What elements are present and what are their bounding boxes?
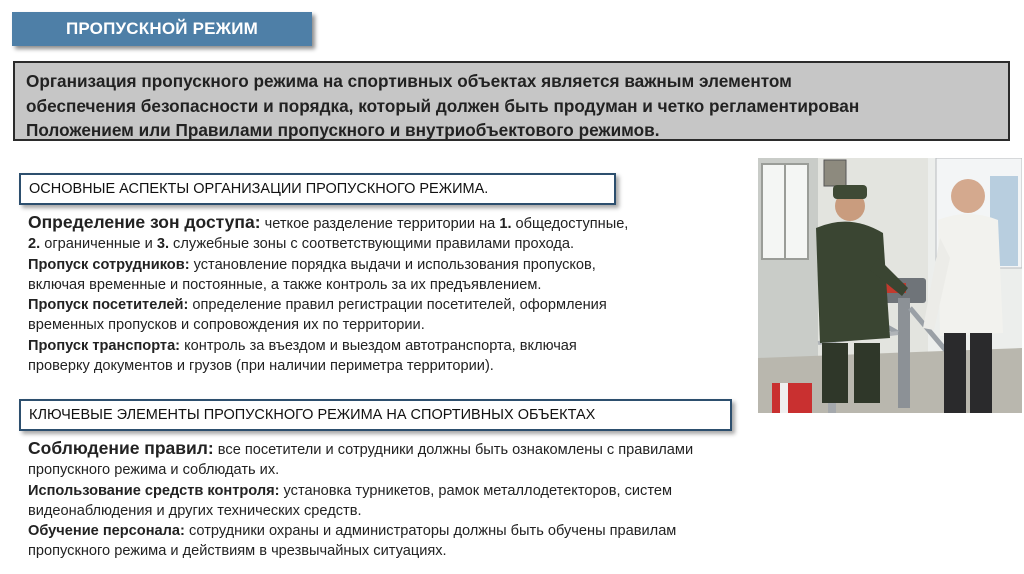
- staff-label: Пропуск сотрудников:: [28, 256, 190, 273]
- visitors-text-1: определение правил регистрации посетителей, оформления: [188, 297, 607, 314]
- visitors-label: Пропуск посетителей:: [28, 297, 189, 314]
- zones-label: Определение зон доступа:: [28, 212, 261, 232]
- intro-line-3: Положением или Правилами пропускного и внутриобъектового режимов.: [26, 120, 660, 140]
- training-line-2: пропускного режима и действиям в чрезвычайных ситуациях.: [28, 543, 447, 560]
- controls-text-1: установка турникетов, рамок металлодетекторов, систем: [279, 482, 672, 499]
- controls-line-1: [28, 481, 828, 501]
- zones-n2: 2.: [28, 236, 41, 253]
- training-text-1: сотрудники охраны и администраторы должны быть обучены правилам: [184, 523, 677, 540]
- controls-line-2: видеонаблюдения и других технических средств.: [28, 502, 362, 519]
- zones-n1: 1.: [499, 216, 512, 232]
- staff-text-1: установление порядка выдачи и использования пропусков,: [189, 256, 596, 273]
- transport-label: Пропуск транспорта:: [28, 337, 181, 354]
- zones-n3: 3.: [156, 236, 169, 253]
- zones-line-1: [28, 212, 748, 234]
- section-heading-basic-aspects: ОСНОВНЫЕ АСПЕКТЫ ОРГАНИЗАЦИИ ПРОПУСКНОГО РЕЖИМА.: [19, 173, 616, 205]
- basic-aspects-text: [28, 212, 748, 376]
- rules-line-2: пропускного режима и соблюдать их.: [28, 462, 280, 479]
- staff-line-2: включая временные и постоянные, а также контроль за их предъявлением.: [28, 276, 542, 293]
- page-title: ПРОПУСКНОЙ РЕЖИМ: [12, 12, 312, 46]
- rules-line-1: [28, 438, 828, 460]
- training-label: Обучение персонала:: [28, 523, 185, 540]
- transport-line-2: проверку документов и грузов (при наличии периметра территории).: [28, 358, 494, 375]
- rules-label: Соблюдение правил:: [28, 438, 214, 458]
- zones-text-b: общедоступные,: [511, 216, 629, 232]
- zones-text-d: служебные зоны с соответствующими правилами прохода.: [169, 236, 575, 253]
- controls-label: Использование средств контроля:: [28, 482, 280, 499]
- transport-text-1: контроль за въездом и выездом автотранспорта, включая: [180, 337, 577, 354]
- section-heading-key-elements: КЛЮЧЕВЫЕ ЭЛЕМЕНТЫ ПРОПУСКНОГО РЕЖИМА НА СПОРТИВНЫХ ОБЪЕКТАХ: [19, 399, 732, 431]
- zones-text-c: ограниченные и: [40, 236, 157, 253]
- intro-line-2: обеспечения безопасности и порядка, который должен быть продуман и четко регламентирован: [26, 95, 860, 116]
- zones-text-a: четкое разделение территории на: [260, 216, 500, 232]
- key-elements-text: [28, 438, 828, 562]
- zones-line-2: [28, 234, 748, 254]
- intro-line-1: Организация пропускного режима на спортивных объектах является важным элементом: [26, 71, 792, 91]
- security-checkpoint-photo: [758, 158, 1022, 413]
- training-line-1: [28, 521, 828, 541]
- intro-block: [13, 61, 1010, 141]
- visitors-line-1: [28, 295, 748, 315]
- rules-text-1: все посетители и сотрудники должны быть ознакомлены с правилами: [213, 442, 694, 458]
- transport-line-1: [28, 336, 748, 356]
- staff-line-1: [28, 255, 748, 275]
- visitors-line-2: временных пропусков и сопровождения их по территории.: [28, 317, 425, 334]
